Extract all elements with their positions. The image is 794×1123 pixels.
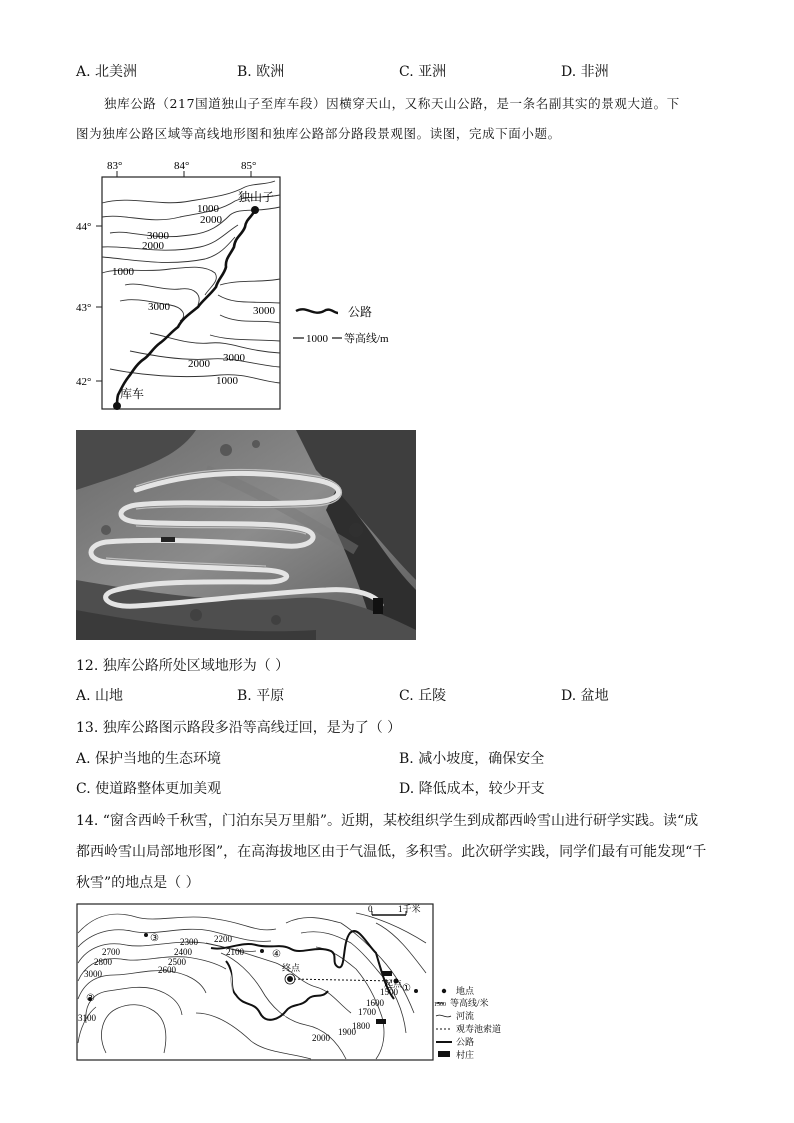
- contour-label: 2600: [158, 965, 176, 975]
- q12-option-b: B. 平原: [237, 688, 285, 704]
- contour-label: 3000: [253, 305, 275, 317]
- legend-river: 河流: [456, 1011, 475, 1021]
- contour-label: 2000: [188, 358, 210, 370]
- contour-label: 1800: [352, 1021, 370, 1031]
- point-3-label: ③: [150, 933, 159, 944]
- duku-contour-map: [70, 155, 410, 417]
- start-label: 起点: [384, 979, 403, 989]
- contour-label: 2000: [312, 1033, 330, 1043]
- legend-cableway: 观寿池索道: [456, 1024, 502, 1034]
- q13-option-b: B. 减小坡度，确保安全: [399, 751, 545, 767]
- contour-label: 1900: [338, 1027, 356, 1037]
- lat-label-42: 42°: [76, 376, 92, 388]
- xiling-contour-map: [76, 903, 516, 1065]
- legend-point: 地点: [456, 986, 475, 996]
- contour-label: 1000: [216, 375, 238, 387]
- contour-label: 2000: [200, 214, 222, 226]
- q11-option-b: B. 欧洲: [237, 64, 285, 80]
- contour-label: 1700: [358, 1007, 376, 1017]
- contour-label: 1000: [112, 266, 134, 278]
- q14-line-1: 14. “窗含西岭千秋雪，门泊东吴万里船”。近期，某校组织学生到成都西岭雪山进行研学实践。读“成: [76, 813, 699, 829]
- legend-road: 公路: [456, 1037, 475, 1047]
- legend-road-symbol: [296, 309, 338, 313]
- point-4-label: ④: [272, 949, 281, 960]
- lon-label-83: 83°: [107, 160, 123, 172]
- q13-option-c: C. 使道路整体更加美观: [76, 781, 222, 797]
- road-landscape-photo: [76, 430, 416, 640]
- place-kuche: 库车: [120, 387, 145, 401]
- contour-label: 3100: [78, 1013, 96, 1023]
- legend-contour-value: 1500: [434, 1002, 446, 1008]
- end-label: 终点: [282, 963, 301, 973]
- contour-label: 1600: [366, 998, 384, 1008]
- q11-option-c: C. 亚洲: [399, 64, 447, 80]
- lat-label-44: 44°: [76, 221, 92, 233]
- q12-option-d: D. 盆地: [561, 688, 609, 704]
- q11-option-d: D. 非洲: [561, 64, 609, 80]
- contour-label: 1000: [197, 203, 219, 215]
- point-1-label: ①: [402, 983, 411, 994]
- q13-option-a: A. 保护当地的生态环境: [76, 751, 222, 767]
- q12-option-a: A. 山地: [76, 688, 124, 704]
- intro-line-2: 图为独库公路区域等高线地形图和独库公路部分路段景观图。读图，完成下面小题。: [76, 126, 561, 141]
- q12-option-c: C. 丘陵: [399, 688, 447, 704]
- legend-village: 村庄: [456, 1050, 475, 1060]
- q13-stem: 13. 独库公路图示路段多沿等高线迂回，是为了（ ）: [76, 720, 402, 736]
- legend-road-label: 公路: [348, 305, 373, 319]
- contour-label: 2500: [168, 957, 186, 967]
- contour-label: 2200: [214, 934, 232, 944]
- contour-label: 3000: [147, 230, 169, 242]
- intro-line-1: 独库公路（217国道独山子至库车段）因横穿天山，又称天山公路，是一条名副其实的景观大道。下: [104, 96, 680, 111]
- contour-label: 3000: [223, 352, 245, 364]
- point-2-label: ②: [86, 993, 95, 1004]
- q12-stem: 12. 独库公路所处区域地形为（ ）: [76, 658, 290, 674]
- legend-contour-value: 1000: [306, 333, 328, 345]
- contour-label: 2400: [174, 947, 192, 957]
- scale-label: 1千米: [398, 904, 421, 914]
- lon-label-85: 85°: [241, 160, 257, 172]
- q11-option-a: A. 北美洲: [76, 64, 138, 80]
- kuche-point: [113, 402, 121, 410]
- contour-label: 2300: [180, 937, 198, 947]
- legend-contour-label: 等高线/m: [344, 333, 389, 345]
- q14-line-3: 秋雪”的地点是（ ）: [76, 875, 200, 891]
- q14-line-2: 都西岭雪山局部地形图”，在高海拔地区由于气温低，多积雪。此次研学实践，同学们最有可能发现“千: [76, 844, 707, 860]
- legend-contour: 等高线/米: [450, 998, 489, 1008]
- contour-label: 3000: [148, 301, 170, 313]
- scale-zero: 0: [368, 904, 373, 914]
- contour-label: 2800: [94, 957, 112, 967]
- q13-option-d: D. 降低成本，较少开支: [399, 781, 545, 797]
- contour-label: 2700: [102, 947, 120, 957]
- contour-label: 1500: [380, 987, 398, 997]
- lon-label-84: 84°: [174, 160, 190, 172]
- dushanzi-point: [251, 206, 259, 214]
- contour-label: 2100: [226, 947, 244, 957]
- place-dushanzi: 独山子: [238, 190, 275, 204]
- contour-label: 3000: [84, 969, 102, 979]
- contour-label: 2000: [142, 240, 164, 252]
- lat-label-43: 43°: [76, 302, 92, 314]
